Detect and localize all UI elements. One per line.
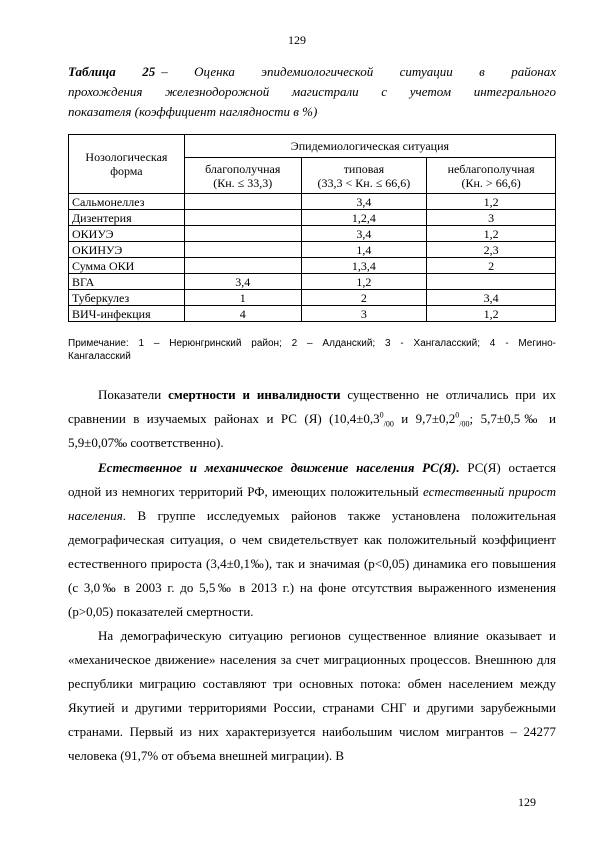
epidemiology-table xyxy=(68,134,556,322)
header-col-1: благополучная (Кн. ≤ 33,3) xyxy=(184,158,301,194)
table-row: Сумма ОКИ 1,3,4 2 xyxy=(69,258,556,274)
table-caption xyxy=(68,62,556,122)
caption-label: Таблица 25 xyxy=(68,64,156,79)
table-row: ВГА 3,4 1,2 xyxy=(69,274,556,290)
note-line-1: Примечание: 1 – Нерюнгринский район; 2 – Алданский; 3 - Хангаласский; 4 - Мегино- xyxy=(68,338,556,349)
caption-line-2: прохождения железнодорожной магистрали с учетом интегрального xyxy=(68,84,556,99)
table-row: Сальмонеллез 3,4 1,2 xyxy=(69,194,556,210)
table-row: Дизентерия 1,2,4 3 xyxy=(69,210,556,226)
natural-growth-term: естественный прирост населения xyxy=(68,484,557,523)
table-row: ОКИНУЭ 1,4 2,3 xyxy=(69,242,556,258)
paragraph-mortality: Показатели смертности и инвалидности существенно не отличались при их сравнении в изучаемых районах и РС (Я) ($10,4\pm 0,3^0_{/00}$ и $9,7\pm 0,2^0_{/00}$; 5,7±0,5‰ и 5,9±0,07‰ соответственно). xyxy=(68,387,557,450)
section-heading: Естественное и механическое движение населения РС(Я). xyxy=(98,460,460,475)
mortality-bold: смертности и инвалидности xyxy=(168,387,341,402)
paragraph-population-movement: Естественное и механическое движение населения РС(Я). РС(Я) остается одной из немногих территорий РФ, имеющих положительный естественный прирост населения. В группе исследуемых районов также установлена положительная демографическая ситуация, о чем свидетельствует как положительный коэффициент естественного прироста (3,4±0,1‰), так и значимая (p<0,05) динамика его повышения (с 3,0‰ в 2003 г. до 5,5‰ в 2013 г.) на фоне отсутствия выраженного изменения (p>0,05) показателей смертности. xyxy=(68,460,557,619)
page-number-top: 129 xyxy=(288,33,306,47)
table-row: ВИЧ-инфекция 4 3 1,2 xyxy=(69,306,556,322)
page-number-bottom: 129 xyxy=(518,795,536,809)
table-row: Туберкулез 1 2 3,4 xyxy=(69,290,556,306)
header-nosology: Нозологическая форма xyxy=(69,135,185,194)
paragraph-migration: На демографическую ситуацию регионов существенное влияние оказывает и «механическое движение» населения за счет миграционных процессов. Внешнюю для республики миграцию составляют три основных потока: обмен населением между Якутией и другими территориями России, странами СНГ и другими зарубежными странами. Первый из них характеризуется наибольшим числом мигрантов – 24277 человека (91,7% от объема внешней миграции). В xyxy=(68,628,556,763)
table-note xyxy=(68,337,556,363)
caption-line-3: показателя (коэффициент наглядности в %) xyxy=(68,104,318,119)
header-col-3: неблагополучная (Кн. > 66,6) xyxy=(427,158,556,194)
note-line-2: Кангаласский xyxy=(68,351,131,362)
caption-line-1: Таблица 25 – Оценка эпидемиологической ситуации в районах xyxy=(68,64,556,79)
header-situation-group: Эпидемиологическая ситуация xyxy=(184,135,555,158)
table-row: ОКИУЭ 3,4 1,2 xyxy=(69,226,556,242)
header-col-2: типовая (33,3 < Кн. ≤ 66,6) xyxy=(301,158,427,194)
